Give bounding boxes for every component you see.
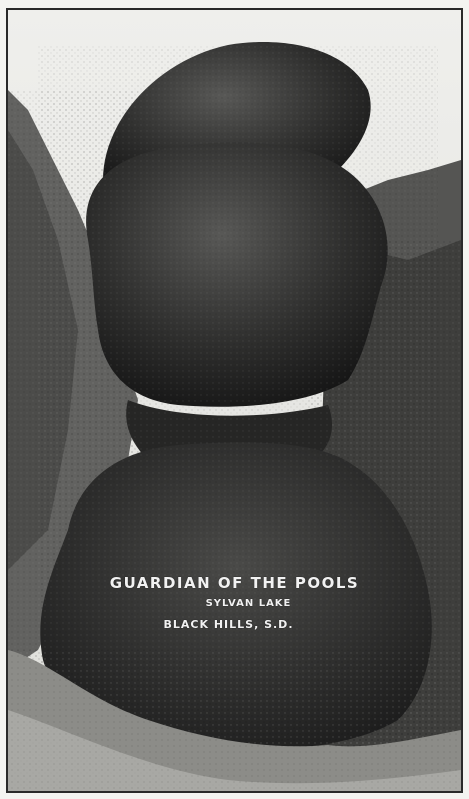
caption-location: SYLVAN LAKE <box>205 598 292 609</box>
guardian-rock-photo <box>6 8 463 793</box>
caption-title: GUARDIAN OF THE POOLS <box>109 574 360 592</box>
photo-illustration <box>8 10 461 791</box>
caption-region: BLACK HILLS, S.D. <box>163 618 294 631</box>
